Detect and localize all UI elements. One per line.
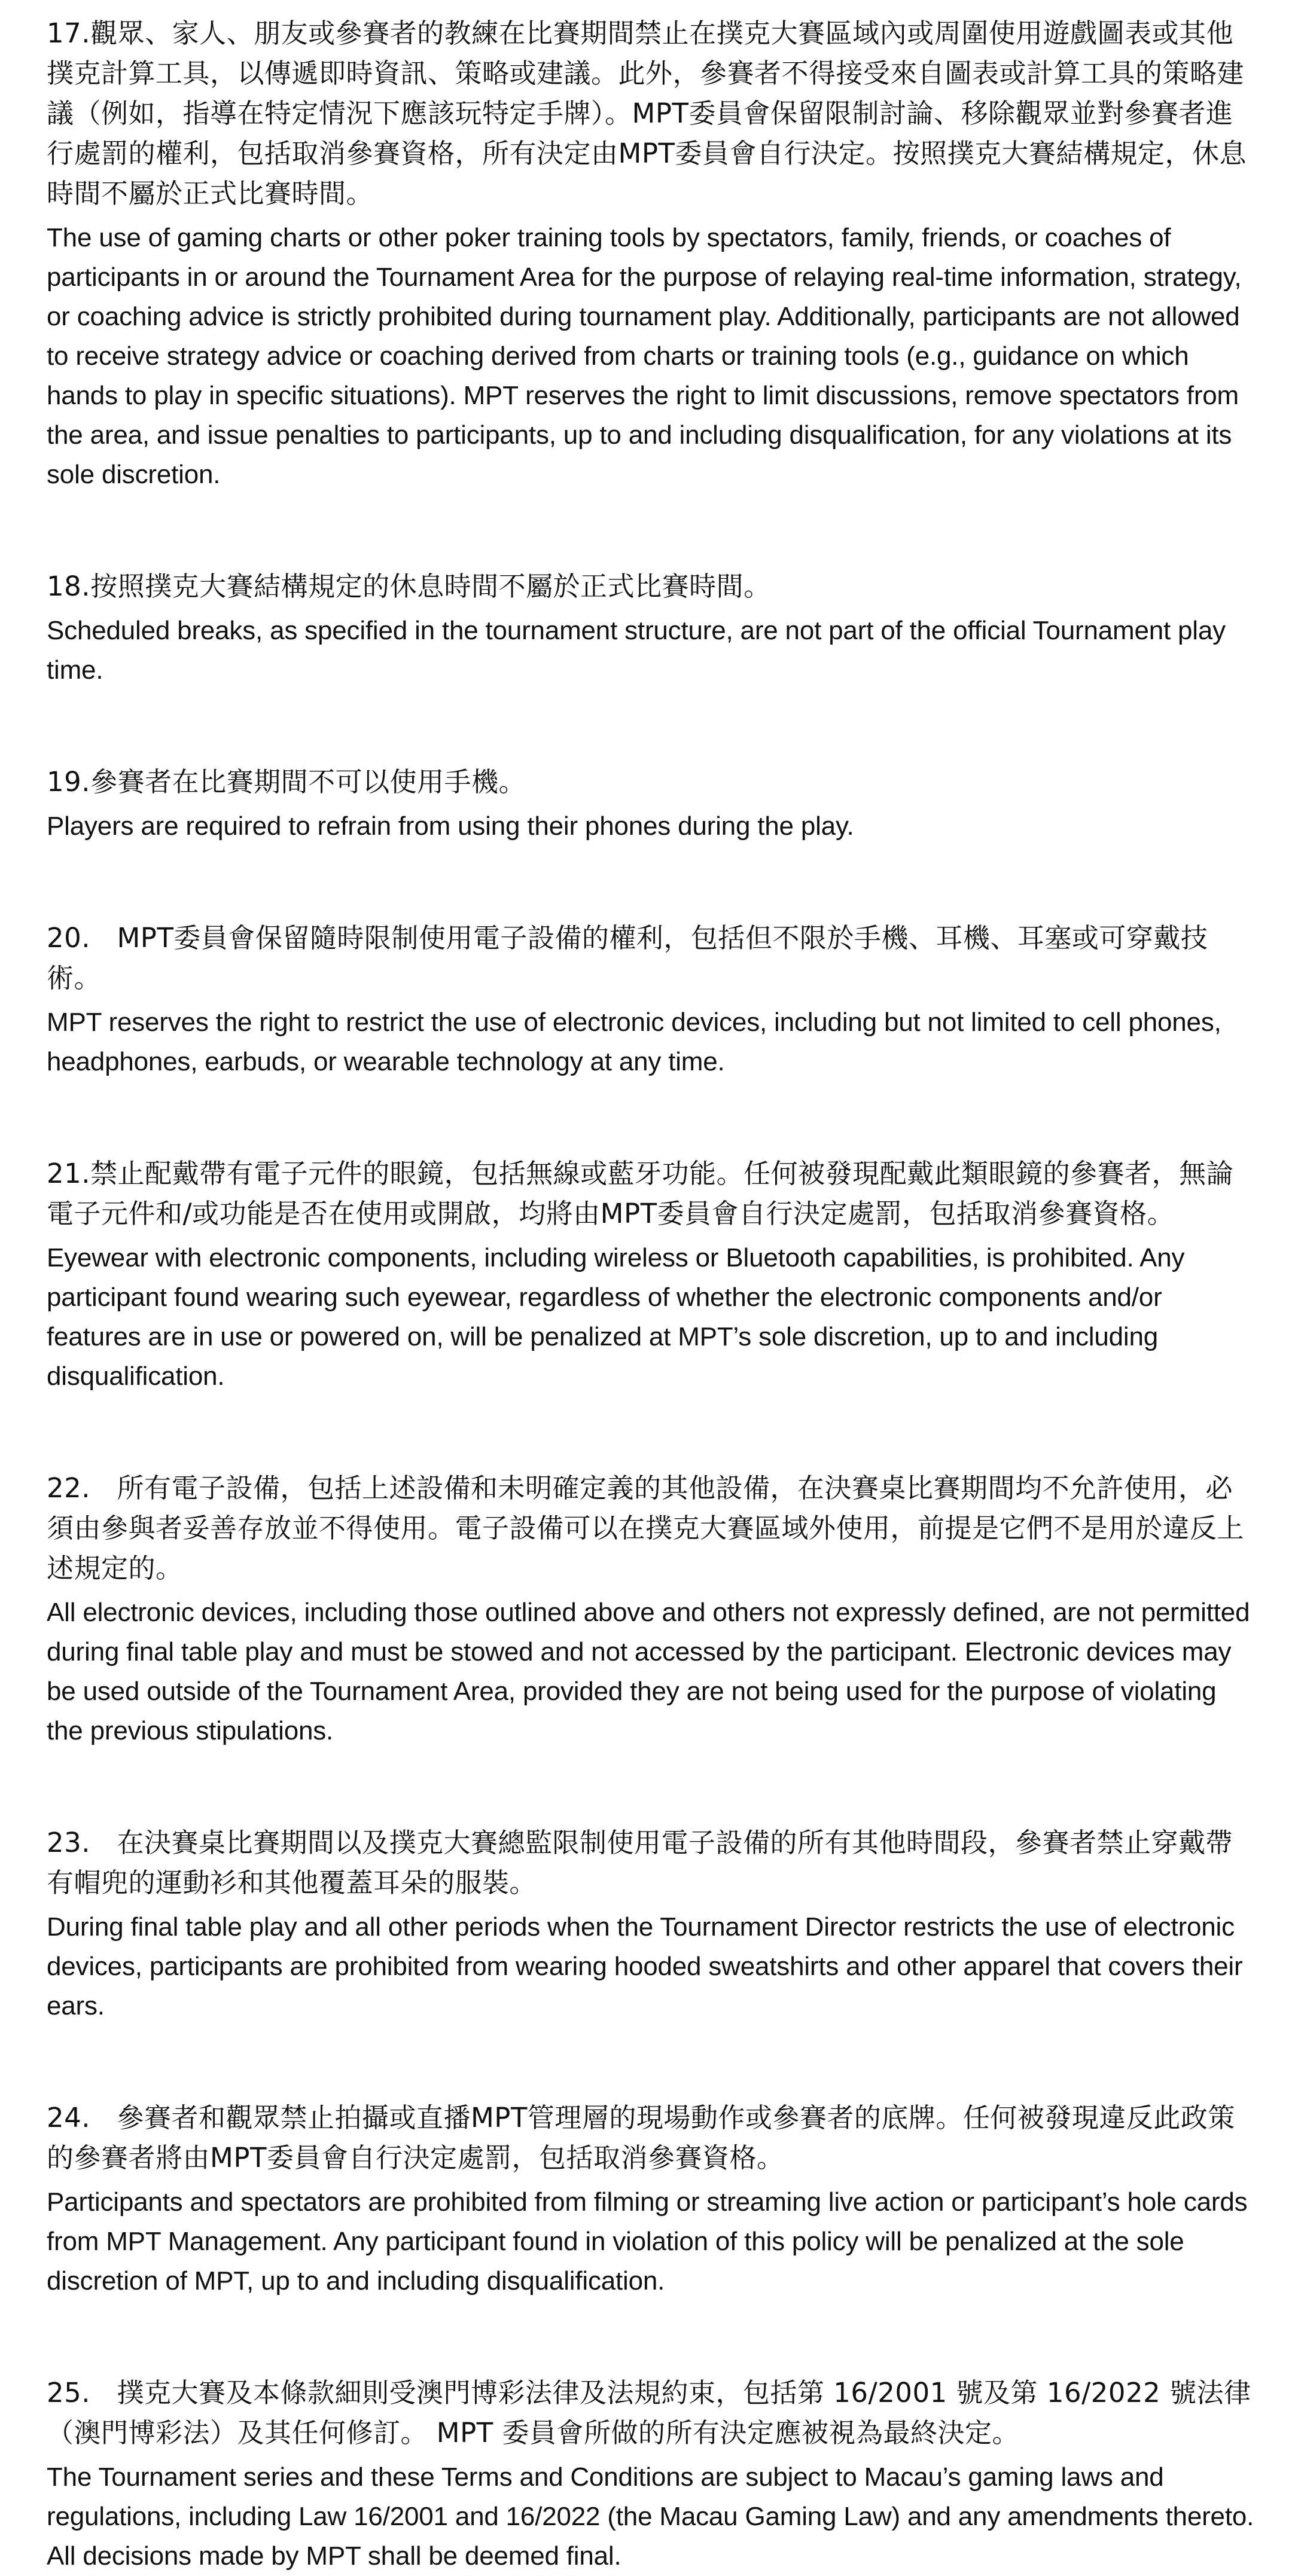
rule-number: 22. [47, 1472, 117, 1504]
rule-23-chinese-text: 23. 在決賽桌比賽期間以及撲克大賽總監限制使用電子設備的所有其他時間段，參賽者禁止穿戴帶有帽兜的運動衫和其他覆蓋耳朵的服裝。 [47, 1827, 1233, 1899]
rule-17-chinese-text: 17.觀眾、家人、朋友或參賽者的教練在比賽期間禁止在撲克大賽區域內或周圍使用遊戲圖表或其他撲克計算工具，以傳遞即時資訊、策略或建議。此外，參賽者不得接受來自圖表或計算工具的策略建議（例如，指導在特定情況下應該玩特定手牌）。MPT委員會保留限制討論、移除觀眾並對參賽者進行處罰的權利，包括取消參賽資格，所有決定由MPT委員會自行決定。按照撲克大賽結構規定，休息時間不屬於正式比賽時間。 [47, 17, 1247, 209]
rule-21 [47, 1153, 1255, 1396]
rule-20-chinese-text: 20. MPT委員會保留隨時限制使用電子設備的權利，包括但不限於手機、耳機、耳塞或可穿戴技術。 [47, 922, 1208, 994]
rule-22 [47, 1468, 1255, 1751]
rule-19-english-text: Players are required to refrain from using their phones during the play. [47, 811, 854, 841]
rule-number: 25. [47, 2377, 117, 2409]
rule-number: 19. [47, 766, 91, 798]
rule-20 [47, 918, 1255, 1082]
rule-24-chinese-text: 24. 參賽者和觀眾禁止拍攝或直播MPT管理層的現場動作或參賽者的底牌。任何被發現違反此政策的參賽者將由MPT委員會自行決定處罰，包括取消參賽資格。 [47, 2102, 1235, 2174]
rule-25-chinese-text: 25. 撲克大賽及本條款細則受澳門博彩法律及法規約束，包括第 16/2001 號及第 16/2022 號法律（澳門博彩法）及其任何修訂。 MPT 委員會所做的所有決定應被視為最終決定。 [47, 2377, 1251, 2449]
rule-number: 20. [47, 922, 117, 954]
rule-18-english-text: Scheduled breaks, as specified in the tournament structure, are not part of the official Tournament play time. [47, 616, 1226, 685]
rule-18-chinese-text: 18.按照撲克大賽結構規定的休息時間不屬於正式比賽時間。 [47, 570, 771, 602]
rule-18 [47, 566, 1255, 690]
rule-19 [47, 762, 1255, 846]
rule-19-chinese-text: 19.參賽者在比賽期間不可以使用手機。 [47, 766, 526, 798]
rule-number: 18. [47, 570, 91, 602]
rule-21-english-text: Eyewear with electronic components, including wireless or Bluetooth capabilities, is prohibited. Any participant found wearing such eyewear, regardless of whether the electronic components and/or features are in use or powered on, will be penalized at MPT’s sole discretion, up to and including disqualification. [47, 1243, 1185, 1391]
rule-17-english-text: The use of gaming charts or other poker training tools by spectators, family, friends, or coaches of participants in or around the Tournament Area for the purpose of relaying real-time information, strategy, or coaching advice is strictly prohibited during tournament play. Additionally, participants are not allowed to receive strategy advice or coaching derived from charts or training tools (e.g., guidance on which hands to play in specific situations). MPT reserves the right to limit discussions, remove spectators from the area, and issue penalties to participants, up to and including disqualification, for any violations at its sole discretion. [47, 223, 1242, 489]
rule-number: 24. [47, 2102, 117, 2134]
rule-20-english-text: MPT reserves the right to restrict the use of electronic devices, including but not limited to cell phones, headphones, earbuds, or wearable technology at any time. [47, 1008, 1221, 1076]
rule-17 [47, 13, 1255, 495]
rule-23-english-text: During final table play and all other periods when the Tournament Director restricts the use of electronic devices, participants are prohibited from wearing hooded sweatshirts and other apparel that covers their ears. [47, 1912, 1243, 2020]
rule-24-english-text: Participants and spectators are prohibited from filming or streaming live action or participant’s hole cards from MPT Management. Any participant found in violation of this policy will be penalized at the sole discretion of MPT, up to and including disqualification. [47, 2187, 1248, 2296]
rule-25 [47, 2373, 1255, 2576]
rule-23 [47, 1823, 1255, 2026]
rule-21-chinese-text: 21.禁止配戴帶有電子元件的眼鏡，包括無線或藍牙功能。任何被發現配戴此類眼鏡的參賽者，無論電子元件和/或功能是否在使用或開啟，均將由MPT委員會自行決定處罰，包括取消參賽資格。 [47, 1158, 1234, 1229]
rule-number: 23. [47, 1827, 117, 1858]
terms-document [47, 13, 1255, 2576]
rule-25-english-text: The Tournament series and these Terms and Conditions are subject to Macau’s gaming laws and regulations, including Law 16/2001 and 16/2022 (the Macau Gaming Law) and any amendments thereto. All decisions made by MPT shall be deemed final. [47, 2462, 1254, 2571]
rule-22-chinese-text: 22. 所有電子設備，包括上述設備和未明確定義的其他設備，在決賽桌比賽期間均不允許使用，必須由參與者妥善存放並不得使用。電子設備可以在撲克大賽區域外使用，前提是它們不是用於違反上述規定的。 [47, 1472, 1245, 1584]
rule-number: 17. [47, 17, 91, 49]
rule-22-english-text: All electronic devices, including those outlined above and others not expressly defined, are not permitted during final table play and must be stowed and not accessed by the participant. Electronic devices may be used outside of the Tournament Area, provided they are not being used for the purpose of violating the previous stipulations. [47, 1598, 1250, 1745]
rule-number: 21. [47, 1158, 91, 1189]
rule-24 [47, 2098, 1255, 2301]
